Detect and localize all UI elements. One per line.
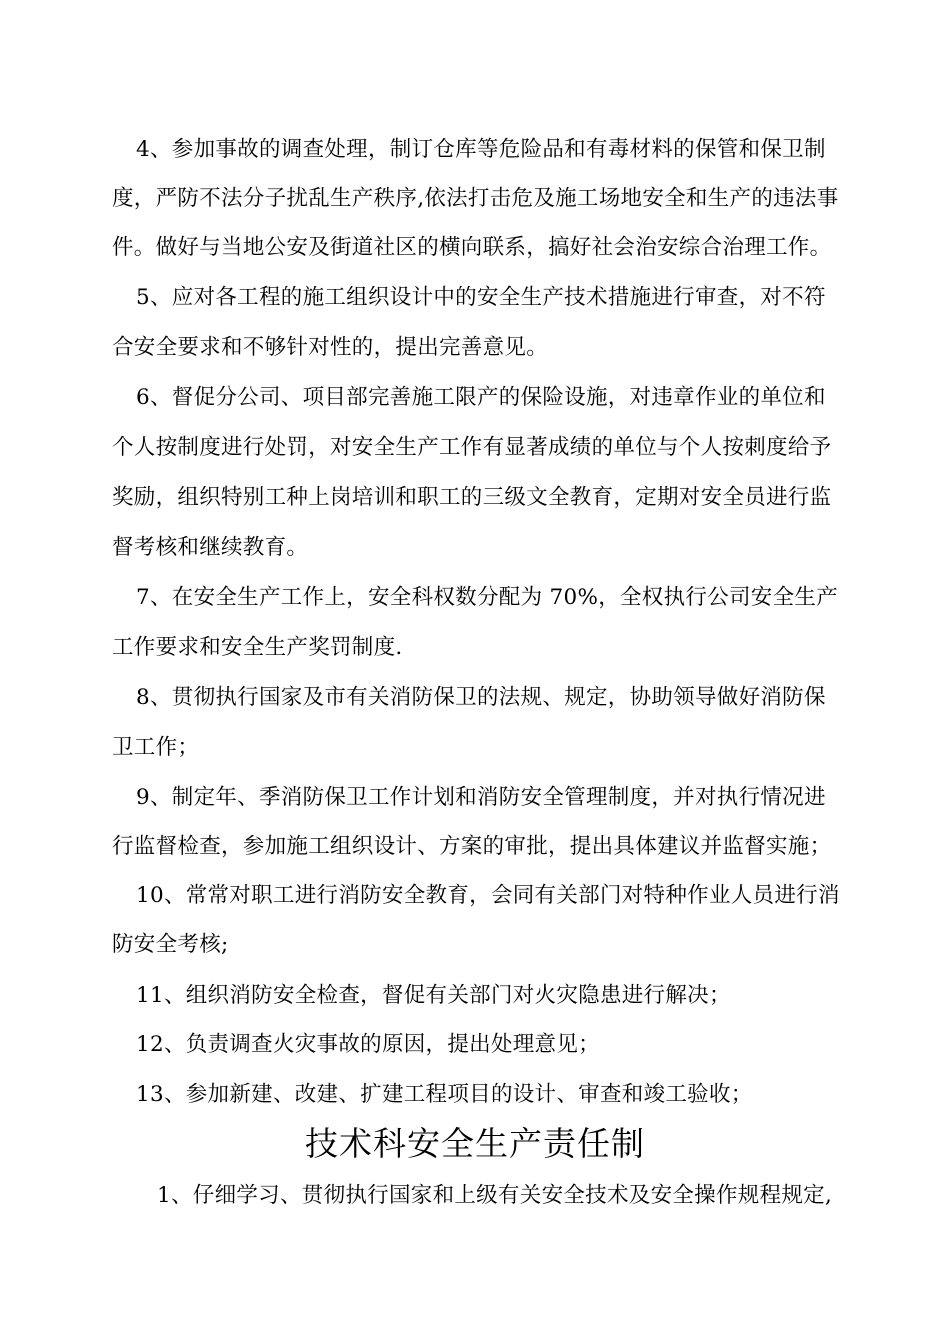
text-line: 行监督检查，参加施工组织设计、方案的审批，提出具体建议并监督实施； xyxy=(112,834,832,859)
text-line: 卫工作； xyxy=(112,735,200,760)
text-line: 督考核和继续教育。 xyxy=(112,535,309,560)
text-line: 7、在安全生产工作上，安全科权数分配为 70%，全权执行公司安全生产 xyxy=(136,585,839,610)
text-line: 12、负责调查火灾事故的原因，提出处理意见； xyxy=(136,1032,600,1057)
text-line: 11、组织消防安全检查，督促有关部门对火灾隐患进行解决； xyxy=(136,983,731,1008)
text-line: 件。做好与当地公安及街道社区的横向联系，搞好社会治安综合治理工作。 xyxy=(112,235,832,260)
text-line: 9、制定年、季消防保卫工作计划和消防安全管理制度，并对执行情况进 xyxy=(136,785,826,810)
text-line: 8、贯彻执行国家及市有关消防保卫的法规、规定，协助领导做好消防保 xyxy=(136,685,826,710)
text-line: 奖励，组织特别工种上岗培训和职工的三级文全教育，定期对安全员进行监 xyxy=(112,485,832,510)
text-line: 6、督促分公司、项目部完善施工限产的保险设施，对违章作业的单位和 xyxy=(136,385,826,410)
section-heading: 技术科安全生产责任制 xyxy=(305,1124,645,1163)
text-line: 13、参加新建、改建、扩建工程项目的设计、审查和竣工验收； xyxy=(136,1082,753,1107)
text-line: 个人按制度进行处罚，对安全生产工作有显著成绩的单位与个人按刺度给予 xyxy=(112,435,832,460)
text-line: 工作要求和安全生产奖罚制度. xyxy=(112,635,403,660)
text-line: 防安全考核; xyxy=(112,932,229,957)
text-line: 合安全要求和不够针对性的，提出完善意见。 xyxy=(112,335,549,360)
text-line: 4、参加事故的调查处理，制订仓库等危险品和有毒材料的保管和保卫制 xyxy=(136,137,826,162)
text-line: 度，严防不法分子扰乱生产秩序,依法打击危及施工场地安全和生产的违法事 xyxy=(112,186,839,211)
text-line: 5、应对各工程的施工组织设计中的安全生产技术措施进行审查，对不符 xyxy=(136,285,826,310)
text-line: 10、常常对职工进行消防安全教育，会同有关部门对特种作业人员进行消 xyxy=(136,883,840,908)
text-line: 1、仔细学习、贯彻执行国家和上级有关安全技术及安全操作规程规定, xyxy=(157,1183,833,1208)
